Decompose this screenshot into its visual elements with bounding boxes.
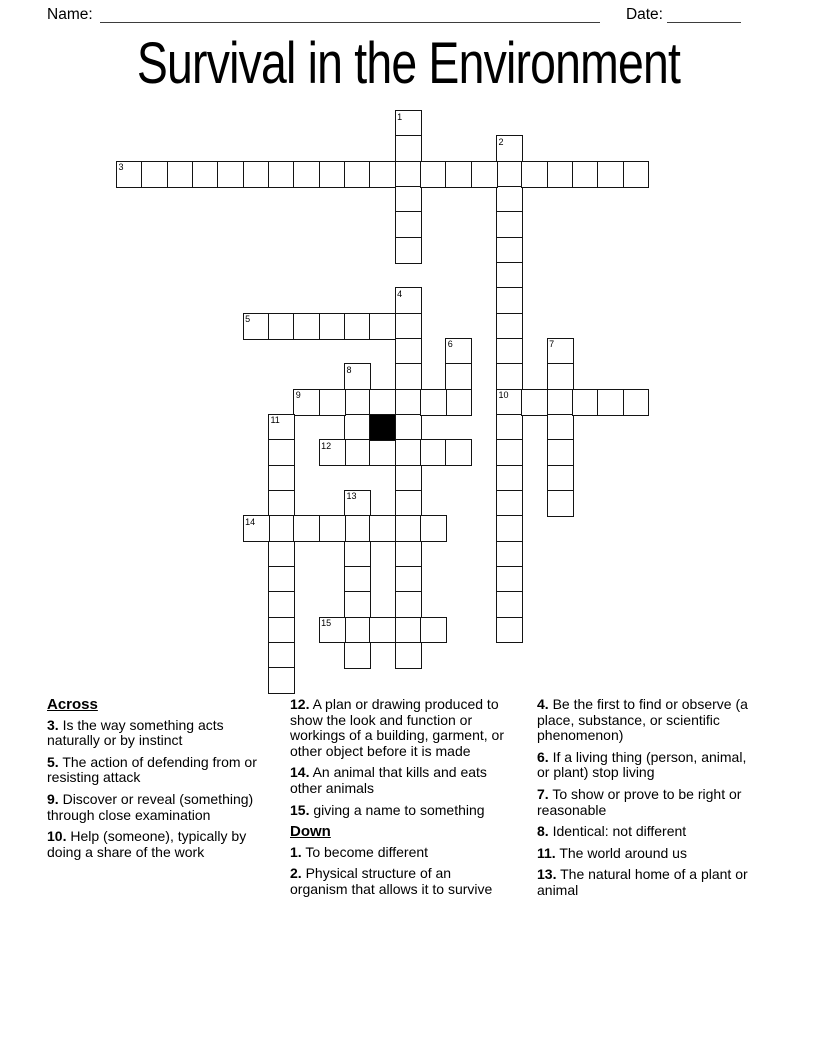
clue-number: 4. — [537, 696, 549, 712]
grid-cell-16-11[interactable] — [521, 389, 548, 416]
grid-cell-15-20[interactable] — [496, 617, 523, 644]
cell-number-14: 14 — [245, 516, 256, 527]
grid-cell-0-2[interactable] — [116, 161, 143, 188]
grid-cell-15-1[interactable] — [496, 135, 523, 162]
grid-cell-7-16[interactable] — [293, 515, 320, 542]
grid-cell-11-2[interactable] — [395, 161, 422, 188]
cell-number-3: 3 — [118, 162, 124, 173]
grid-cell-6-21[interactable] — [268, 642, 295, 669]
grid-cell-11-19[interactable] — [395, 591, 422, 618]
grid-cell-5-8[interactable] — [243, 313, 270, 340]
grid-cell-7-8[interactable] — [293, 313, 320, 340]
grid-cell-6-17[interactable] — [268, 541, 295, 568]
grid-cell-17-15[interactable] — [547, 490, 574, 517]
date-input-line[interactable] — [667, 4, 741, 23]
grid-cell-6-13[interactable] — [268, 439, 295, 466]
clues-column-3 — [537, 697, 750, 905]
clue-number: 3. — [47, 716, 59, 733]
grid-cell-11-15[interactable] — [395, 490, 422, 517]
grid-cell-15-19[interactable] — [496, 591, 523, 618]
grid-cell-9-2[interactable] — [344, 161, 371, 188]
clues-header-across: Across — [47, 696, 98, 713]
grid-cell-17-9[interactable] — [547, 338, 574, 365]
grid-cell-2-2[interactable] — [167, 161, 194, 188]
grid-cell-11-17[interactable] — [395, 541, 422, 568]
grid-cell-11-12[interactable] — [395, 414, 422, 441]
clue-8: 8. Identical: not different — [537, 823, 687, 840]
clues-header-down: Down — [290, 823, 331, 841]
title-row — [0, 31, 816, 98]
grid-cell-6-22[interactable] — [268, 667, 295, 694]
grid-cell-10-20[interactable] — [369, 617, 396, 644]
clue-number: 12. — [290, 696, 310, 712]
grid-cell-13-2[interactable] — [445, 161, 472, 188]
clue-14: 14. An animal that kills and eats other animals — [290, 764, 487, 796]
grid-cell-8-16[interactable] — [319, 515, 346, 542]
clues-column-1 — [47, 697, 275, 866]
clue-number: 11. — [537, 844, 556, 861]
clues-column-2 — [290, 697, 506, 904]
grid-cell-15-14[interactable] — [496, 465, 523, 492]
grid-cell-6-18[interactable] — [268, 566, 295, 593]
grid-cell-8-8[interactable] — [319, 313, 346, 340]
clue-number: 14. — [290, 764, 310, 781]
grid-cell-5-16[interactable] — [243, 515, 270, 542]
grid-cell-10-13[interactable] — [369, 439, 396, 466]
grid-cell-6-20[interactable] — [268, 617, 295, 644]
clue-number: 6. — [537, 748, 549, 765]
clue-number: 7. — [537, 785, 549, 802]
cell-number-7: 7 — [549, 339, 555, 350]
grid-cell-15-9[interactable] — [496, 338, 523, 365]
grid-cell-18-2[interactable] — [572, 161, 599, 188]
grid-cell-7-11[interactable] — [293, 389, 320, 416]
clue-3: 3. Is the way something acts naturally or by instinct — [47, 716, 224, 749]
clue-number: 2. — [290, 865, 302, 882]
page-title: Survival in the Environment — [136, 31, 680, 96]
grid-cell-11-14[interactable] — [395, 465, 422, 492]
grid-cell-9-10[interactable] — [344, 363, 371, 390]
clue-15: 15. giving a name to something — [290, 801, 485, 818]
clue-number: 1. — [290, 843, 302, 860]
grid-cell-12-2[interactable] — [420, 161, 447, 188]
clue-11: 11. The world around us — [537, 844, 687, 861]
grid-cell-17-13[interactable] — [547, 439, 574, 466]
grid-cell-16-2[interactable] — [521, 161, 548, 188]
clue-12: 12. A plan or drawing produced to show the look and function or workings of a building, garment, or other object before it is made — [290, 696, 504, 759]
grid-cell-15-8[interactable] — [496, 313, 523, 340]
clue-number: 10. — [47, 828, 67, 845]
cell-number-11: 11 — [270, 415, 280, 426]
grid-cell-13-10[interactable] — [445, 363, 472, 390]
grid-cell-10-2[interactable] — [369, 161, 396, 188]
grid-cell-20-11[interactable] — [623, 389, 650, 416]
cell-number-10: 10 — [498, 390, 509, 401]
grid-cell-19-2[interactable] — [597, 161, 624, 188]
grid-cell-11-9[interactable] — [395, 338, 422, 365]
clue-13: 13. The natural home of a plant or animal — [537, 866, 748, 898]
grid-cell-5-2[interactable] — [243, 161, 270, 188]
clue-number: 8. — [537, 823, 549, 840]
grid-cell-10-11[interactable] — [369, 389, 396, 416]
clue-9: 9. Discover or reveal (something) through close examination — [47, 790, 254, 823]
clue-number: 9. — [47, 790, 59, 807]
grid-cell-6-16[interactable] — [268, 515, 295, 542]
cell-number-8: 8 — [346, 364, 352, 375]
grid-cell-6-15[interactable] — [268, 490, 295, 517]
grid-cell-17-12[interactable] — [547, 414, 574, 441]
cell-number-6: 6 — [447, 339, 453, 350]
grid-cell-15-17[interactable] — [496, 541, 523, 568]
grid-cell-7-2[interactable] — [293, 161, 320, 188]
grid-cell-15-5[interactable] — [496, 237, 523, 264]
grid-cell-6-8[interactable] — [268, 313, 295, 340]
grid-cell-13-9[interactable] — [445, 338, 472, 365]
grid-cell-11-3[interactable] — [395, 186, 422, 213]
grid-cell-9-13[interactable] — [344, 439, 371, 466]
grid-cell-12-11[interactable] — [420, 389, 447, 416]
cell-number-9: 9 — [295, 390, 301, 401]
clue-5: 5. The action of defending from or resisting attack — [47, 753, 257, 786]
cell-number-12: 12 — [321, 440, 332, 451]
grid-cell-8-11[interactable] — [319, 389, 346, 416]
grid-cell-11-16[interactable] — [395, 515, 422, 542]
grid-cell-1-2[interactable] — [141, 161, 168, 188]
grid-cell-15-11[interactable] — [496, 389, 523, 416]
grid-cell-9-16[interactable] — [344, 515, 371, 542]
grid-cell-15-10[interactable] — [496, 363, 523, 390]
cell-number-1: 1 — [397, 111, 403, 122]
grid-cell-9-12[interactable] — [344, 414, 371, 441]
grid-cell-18-11[interactable] — [572, 389, 599, 416]
grid-cell-11-5[interactable] — [395, 237, 422, 264]
grid-cell-11-7[interactable] — [395, 287, 422, 314]
grid-cell-15-7[interactable] — [496, 287, 523, 314]
grid-cell-9-17[interactable] — [344, 541, 371, 568]
name-date-row — [47, 2, 741, 23]
name-input-line[interactable] — [100, 4, 600, 23]
grid-cell-8-2[interactable] — [319, 161, 346, 188]
grid-cell-9-18[interactable] — [344, 566, 371, 593]
clue-number: 5. — [47, 753, 59, 770]
grid-cell-9-15[interactable] — [344, 490, 371, 517]
clue-6: 6. If a living thing (person, animal, or plant) stop living — [537, 748, 747, 781]
grid-cell-6-14[interactable] — [268, 465, 295, 492]
grid-cell-12-20[interactable] — [420, 617, 447, 644]
crossword-grid — [116, 110, 651, 695]
grid-cell-11-13[interactable] — [395, 439, 422, 466]
date-label: Date: — [625, 5, 663, 23]
grid-cell-8-20[interactable] — [319, 617, 346, 644]
clue-1: 1. To become different — [290, 843, 429, 860]
clue-number: 15. — [290, 801, 310, 818]
grid-cell-6-2[interactable] — [268, 161, 295, 188]
grid-cell-10-8[interactable] — [369, 313, 396, 340]
grid-cell-8-13[interactable] — [319, 439, 346, 466]
grid-cell-15-4[interactable] — [496, 211, 523, 238]
grid-cell-9-19[interactable] — [344, 591, 371, 618]
grid-cell-9-21[interactable] — [344, 642, 371, 669]
name-label: Name: — [47, 5, 93, 23]
grid-cell-15-18[interactable] — [496, 566, 523, 593]
grid-cell-15-6[interactable] — [496, 262, 523, 289]
grid-cell-11-10[interactable] — [395, 363, 422, 390]
grid-cell-15-16[interactable] — [496, 515, 523, 542]
cell-number-13: 13 — [346, 491, 357, 502]
grid-cell-19-11[interactable] — [597, 389, 624, 416]
grid-cell-9-20[interactable] — [344, 617, 371, 644]
grid-cell-6-12[interactable] — [268, 414, 295, 441]
cell-number-5: 5 — [245, 314, 251, 325]
grid-cell-12-13[interactable] — [420, 439, 447, 466]
grid-cell-17-10[interactable] — [547, 363, 574, 390]
grid-cell-11-18[interactable] — [395, 566, 422, 593]
grid-cell-11-11[interactable] — [395, 389, 422, 416]
grid-cell-9-8[interactable] — [344, 313, 371, 340]
black-cell — [369, 414, 396, 441]
grid-cell-15-15[interactable] — [496, 490, 523, 517]
clue-10: 10. Help (someone), typically by doing a share of the work — [47, 828, 247, 860]
clue-7: 7. To show or prove to be right or reasonable — [537, 785, 742, 818]
grid-cell-17-14[interactable] — [547, 465, 574, 492]
grid-cell-11-0[interactable] — [395, 110, 422, 137]
grid-cell-11-20[interactable] — [395, 617, 422, 644]
grid-cell-15-13[interactable] — [496, 439, 523, 466]
grid-cell-11-21[interactable] — [395, 642, 422, 669]
grid-cell-13-13[interactable] — [445, 439, 472, 466]
grid-cell-15-12[interactable] — [496, 414, 523, 441]
clue-4: 4. Be the first to find or observe (a place, substance, or scientific phenomenon) — [537, 696, 748, 744]
grid-cell-12-16[interactable] — [420, 515, 447, 542]
grid-cell-15-2[interactable] — [496, 161, 523, 188]
grid-cell-15-3[interactable] — [496, 186, 523, 213]
grid-cell-11-8[interactable] — [395, 313, 422, 340]
grid-cell-11-4[interactable] — [395, 211, 422, 238]
clue-2: 2. Physical structure of an organism that allows it to survive — [290, 865, 493, 897]
grid-cell-17-2[interactable] — [547, 161, 574, 188]
grid-cell-11-1[interactable] — [395, 135, 422, 162]
grid-cell-10-16[interactable] — [369, 515, 396, 542]
grid-cell-14-2[interactable] — [471, 161, 498, 188]
cell-number-15: 15 — [321, 618, 332, 629]
cell-number-4: 4 — [397, 288, 403, 299]
cell-number-2: 2 — [498, 136, 504, 147]
grid-cell-6-19[interactable] — [268, 591, 295, 618]
grid-cell-20-2[interactable] — [623, 161, 650, 188]
grid-cell-4-2[interactable] — [217, 161, 244, 188]
grid-cell-17-11[interactable] — [547, 389, 574, 416]
grid-cell-13-11[interactable] — [445, 389, 472, 416]
grid-cell-9-11[interactable] — [344, 389, 371, 416]
grid-cell-3-2[interactable] — [192, 161, 219, 188]
clue-number: 13. — [537, 866, 557, 883]
